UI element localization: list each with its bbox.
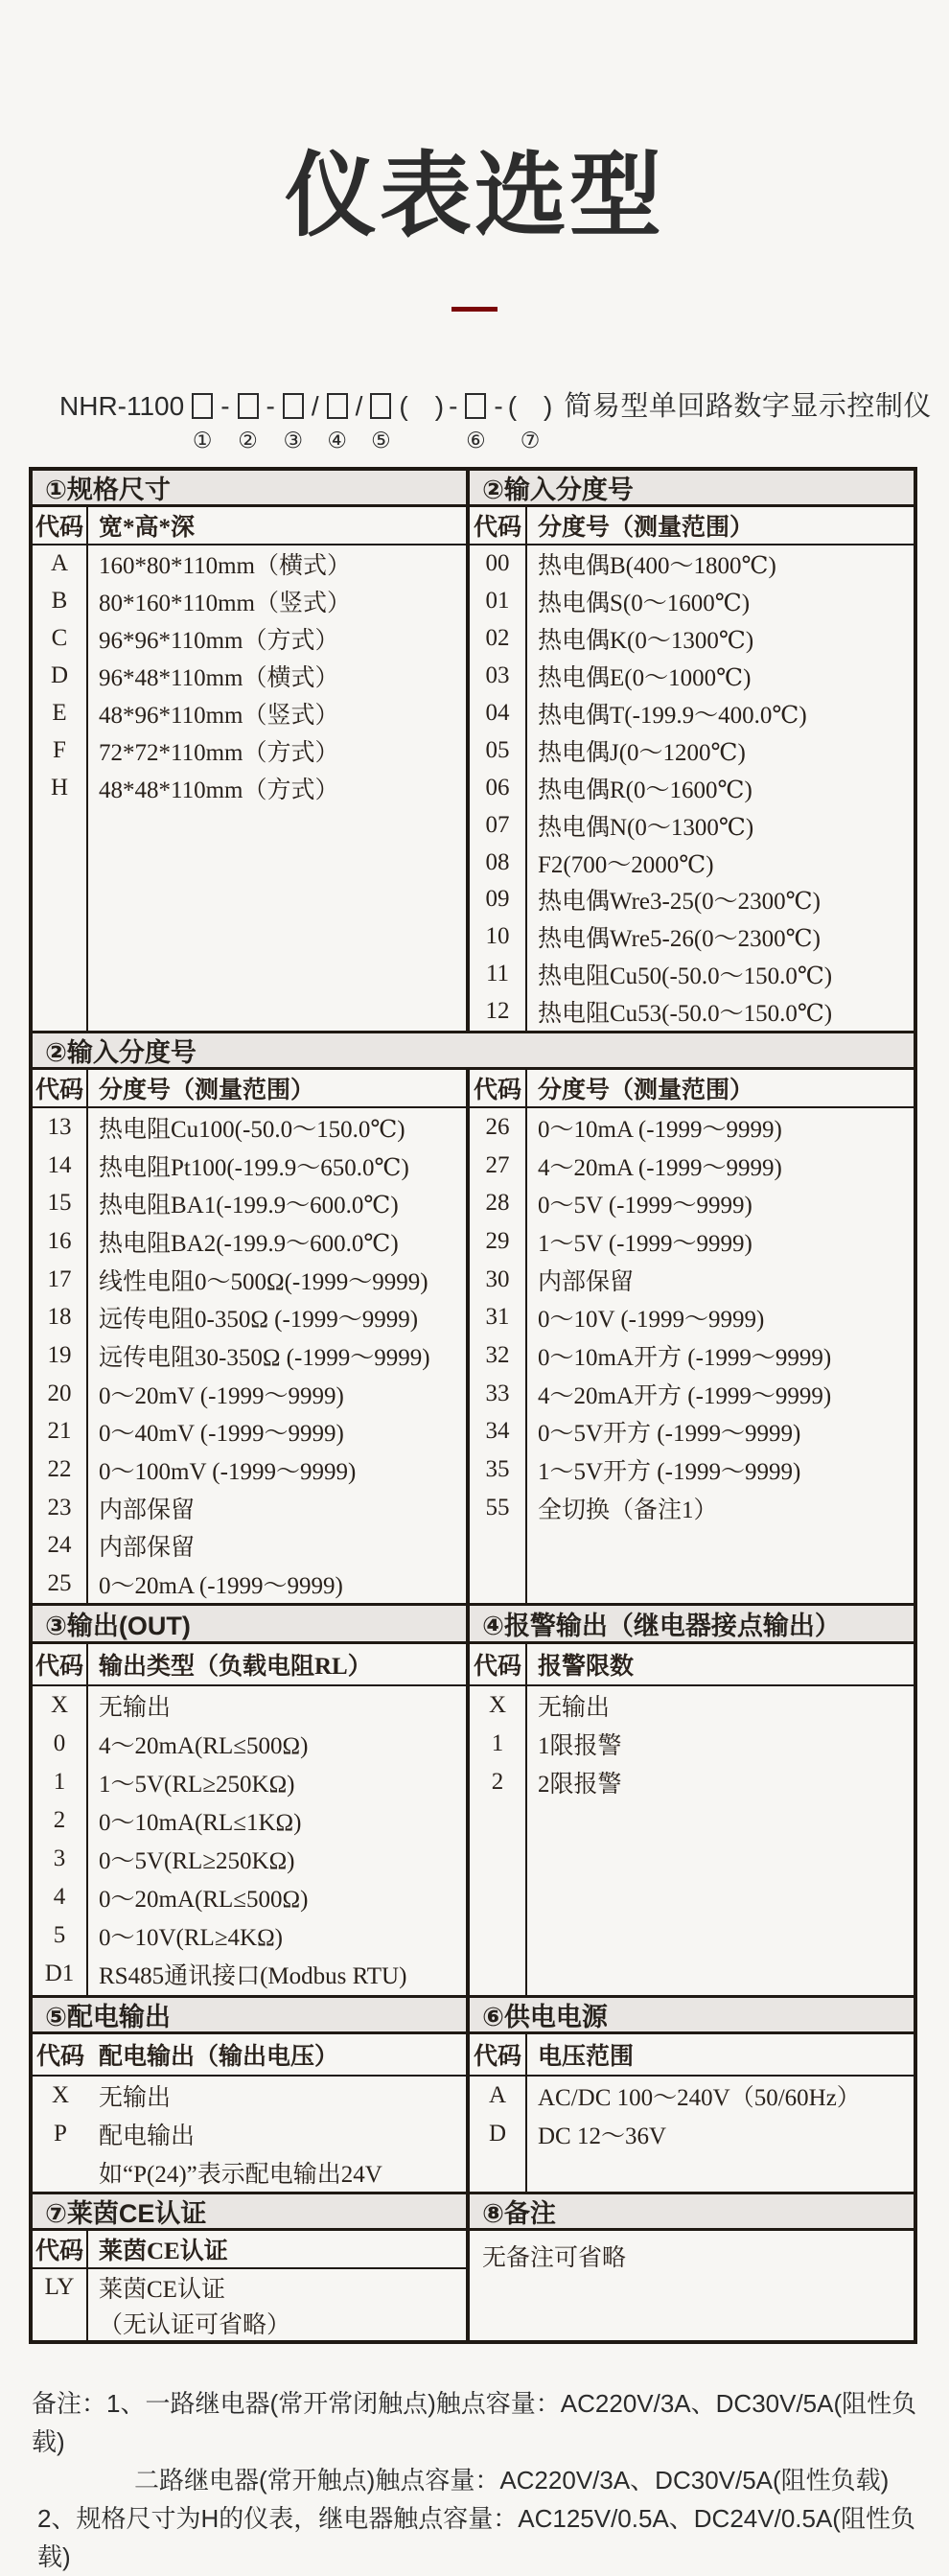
row-code	[33, 2153, 88, 2192]
row-desc: （无认证可省略）	[88, 2305, 466, 2340]
table-row	[470, 881, 914, 918]
table-row	[470, 1489, 914, 1527]
model-token-glyph: -	[266, 389, 275, 424]
row-desc: 80*160*110mm（竖式）	[88, 583, 466, 620]
model-token	[312, 389, 319, 453]
row-desc: 内部保留	[527, 1261, 914, 1299]
row-code: D	[33, 658, 88, 695]
table-row	[470, 806, 914, 844]
model-token	[235, 389, 262, 453]
row-code: 25	[33, 1565, 88, 1603]
alarm-half	[470, 1606, 914, 1995]
column-header-desc: 分度号（测量范围）	[527, 507, 914, 544]
model-token	[59, 389, 184, 453]
table-row	[33, 1565, 466, 1603]
row-code: A	[33, 545, 88, 583]
alarm-rows	[470, 1686, 914, 1995]
table-row	[470, 1413, 914, 1451]
row-code: 1	[470, 1725, 527, 1763]
model-token	[280, 389, 307, 453]
row-desc: 0～10mA (-1999～9999)	[527, 1108, 914, 1147]
table-row	[33, 1108, 466, 1147]
table-row	[470, 1686, 914, 1725]
row-desc: 远传电阻30-350Ω (-1999～9999)	[88, 1336, 466, 1375]
row-code: 12	[470, 993, 527, 1031]
row-desc: 内部保留	[88, 1527, 466, 1566]
row-desc: 4～20mA(RL≤500Ω)	[88, 1725, 466, 1763]
row-code: 35	[470, 1450, 527, 1489]
row-desc: 热电偶T(-199.9～400.0℃)	[527, 695, 914, 732]
row-code: 27	[470, 1147, 527, 1185]
section-band-spec: ①规格尺寸	[33, 471, 466, 507]
row-code: 32	[470, 1336, 527, 1375]
table-row	[33, 1489, 466, 1527]
model-token-glyph	[465, 393, 486, 419]
model-token	[462, 389, 489, 453]
row-desc: 热电阻BA2(-199.9～600.0℃)	[88, 1222, 466, 1261]
row-code: 11	[470, 956, 527, 993]
column-header-code: 代码	[470, 507, 527, 544]
model-token	[449, 389, 457, 453]
table-row	[33, 1763, 466, 1801]
output-half	[33, 1606, 470, 1995]
row-desc: 全切换（备注1）	[527, 1489, 914, 1527]
row-desc: 0～5V (-1999～9999)	[527, 1184, 914, 1222]
row-desc: 热电阻Pt100(-199.9～650.0℃)	[88, 1147, 466, 1185]
table-row	[470, 620, 914, 658]
row-desc: 线性电阻0～500Ω(-1999～9999)	[88, 1261, 466, 1299]
circle-number: ⑦	[521, 427, 541, 453]
row-code: 17	[33, 1261, 88, 1299]
table-row	[470, 769, 914, 806]
circle-number: ③	[284, 427, 304, 453]
table-row	[470, 1108, 914, 1147]
table-row	[33, 1916, 466, 1955]
row-code: 08	[470, 844, 527, 881]
circle-number: ②	[238, 427, 258, 453]
column-header-row	[33, 1644, 466, 1686]
row-code: 28	[470, 1184, 527, 1222]
table-row	[470, 1725, 914, 1763]
table-row	[470, 658, 914, 695]
model-token	[356, 389, 363, 453]
empty-filler	[470, 1801, 914, 1995]
column-header-row	[33, 2231, 466, 2269]
row-code: 31	[470, 1298, 527, 1336]
input1-rows	[470, 545, 914, 1031]
section-band-note: ⑧备注	[470, 2194, 914, 2231]
row-code	[33, 2305, 88, 2340]
section-band-input1: ②输入分度号	[470, 471, 914, 507]
ce-rows	[33, 2269, 466, 2340]
row-code: 10	[470, 918, 527, 956]
row-desc: 无输出	[88, 1686, 466, 1725]
model-token-glyph: ( )	[399, 389, 444, 424]
row-desc: 热电偶Wre5-26(0～2300℃)	[527, 918, 914, 956]
table-row	[470, 2115, 914, 2153]
column-header-code: 代码	[470, 1644, 527, 1684]
row-desc: 热电偶E(0～1000℃)	[527, 658, 914, 695]
empty-filler	[470, 1527, 914, 1603]
row-code: 18	[33, 1298, 88, 1336]
table-row	[33, 1375, 466, 1413]
section-band-input2: ②输入分度号	[33, 1033, 914, 1070]
row-desc: 莱茵CE认证	[88, 2269, 466, 2305]
row-desc: 热电阻Cu50(-50.0～150.0℃)	[527, 956, 914, 993]
row-desc: 4～20mA开方 (-1999～9999)	[527, 1375, 914, 1413]
footer-note-line: 二路继电器(常开触点)触点容量：AC220V/3A、DC30V/5A(阻性负载)	[32, 2461, 942, 2499]
table-row	[33, 731, 466, 769]
table-row	[33, 1261, 466, 1299]
footer-notes	[32, 2384, 942, 2576]
section-band-supply: ⑥供电电源	[470, 1998, 914, 2034]
column-header-desc: 宽*高*深	[88, 507, 466, 544]
empty-filler	[33, 1993, 466, 1995]
table-row	[33, 1527, 466, 1566]
model-token	[557, 389, 932, 453]
table-row	[33, 583, 466, 620]
column-header-row	[470, 2034, 914, 2077]
row-desc: 0～10V(RL≥4KΩ)	[88, 1916, 466, 1955]
row-code: 06	[470, 769, 527, 806]
row-code: E	[33, 695, 88, 732]
row-desc: 0～20mA (-1999～9999)	[88, 1565, 466, 1603]
model-token	[324, 389, 351, 453]
row-code: C	[33, 620, 88, 658]
column-header-code: 代码	[33, 2034, 88, 2075]
section-band-power-out: ⑤配电输出	[33, 1998, 466, 2034]
row-code: 29	[470, 1222, 527, 1261]
row-code: 13	[33, 1108, 88, 1147]
column-header-row	[33, 2034, 466, 2077]
row-code: A	[470, 2077, 527, 2115]
section-band-alarm: ④报警输出（继电器接点输出）	[470, 1606, 914, 1644]
table-row	[33, 2077, 466, 2115]
note-half	[470, 2194, 914, 2340]
table-row	[470, 2077, 914, 2115]
row-desc: 0～10mA(RL≤1KΩ)	[88, 1801, 466, 1840]
row-code: 01	[470, 583, 527, 620]
row-desc: 如“P(24)”表示配电输出24V	[88, 2153, 466, 2192]
column-header-row	[470, 1070, 914, 1108]
model-token-glyph: -	[494, 389, 502, 424]
section-band-ce: ⑦莱茵CE认证	[33, 2194, 466, 2231]
supply-rows	[470, 2077, 914, 2192]
row-desc: 热电偶N(0～1300℃)	[527, 806, 914, 844]
row-desc: 热电偶K(0～1300℃)	[527, 620, 914, 658]
table-row	[33, 1955, 466, 1993]
spec-half	[33, 471, 470, 1031]
row-code: 14	[33, 1147, 88, 1185]
table-row	[470, 1222, 914, 1261]
row-code: 5	[33, 1916, 88, 1955]
row-desc: 0～20mV (-1999～9999)	[88, 1375, 466, 1413]
row-code: 2	[33, 1801, 88, 1840]
input2-right-rows	[470, 1108, 914, 1603]
table-row	[470, 993, 914, 1031]
row-code: 30	[470, 1261, 527, 1299]
table-row	[470, 695, 914, 732]
row-code: 05	[470, 731, 527, 769]
ce-half	[33, 2194, 470, 2340]
table-row	[470, 1184, 914, 1222]
row-desc: 0～5V开方 (-1999～9999)	[527, 1413, 914, 1451]
row-code: 15	[33, 1184, 88, 1222]
model-token-glyph	[327, 393, 348, 419]
table-row	[33, 2305, 466, 2340]
model-token	[399, 389, 444, 453]
row-desc: 无输出	[88, 2077, 466, 2115]
column-header-desc: 分度号（测量范围）	[527, 1070, 914, 1106]
table-row	[470, 1450, 914, 1489]
table-row	[33, 1878, 466, 1916]
table-row	[470, 1763, 914, 1801]
row-code: D1	[33, 1955, 88, 1993]
row-code: 55	[470, 1489, 527, 1527]
row-desc: 1～5V开方 (-1999～9999)	[527, 1450, 914, 1489]
column-header-desc: 分度号（测量范围）	[88, 1070, 466, 1106]
page-title: 仪表选型	[0, 146, 949, 247]
row-code: 3	[33, 1840, 88, 1878]
row-desc: 热电偶B(400～1800℃)	[527, 545, 914, 583]
row-desc: 0～20mA(RL≤500Ω)	[88, 1878, 466, 1916]
row-desc: 48*96*110mm（竖式）	[88, 695, 466, 732]
row-code: 26	[470, 1108, 527, 1147]
column-header-desc: 配电输出（输出电压）	[88, 2034, 466, 2075]
table-row	[470, 844, 914, 881]
circle-number: ⑥	[466, 427, 486, 453]
table-row	[470, 731, 914, 769]
column-header-code: 代码	[33, 1070, 88, 1106]
row-code: LY	[33, 2269, 88, 2305]
row-code: 02	[470, 620, 527, 658]
table-row	[33, 769, 466, 806]
row-code: H	[33, 769, 88, 806]
row-desc: 48*48*110mm（方式）	[88, 769, 466, 806]
column-header-code: 代码	[33, 2231, 88, 2267]
column-header-code: 代码	[33, 1644, 88, 1684]
model-code-line	[59, 389, 922, 453]
input1-half	[470, 471, 914, 1031]
row-desc: 热电阻Cu100(-50.0～150.0℃)	[88, 1108, 466, 1147]
row-code: 4	[33, 1878, 88, 1916]
column-header-row	[470, 507, 914, 545]
column-header-desc: 报警限数	[527, 1644, 914, 1684]
table-row	[470, 1336, 914, 1375]
column-header-code: 代码	[470, 1070, 527, 1106]
table-row	[33, 2115, 466, 2153]
table-row	[33, 1801, 466, 1840]
supply-half	[470, 1998, 914, 2192]
table-row	[470, 583, 914, 620]
row-code: P	[33, 2115, 88, 2153]
row-code: 34	[470, 1413, 527, 1451]
model-token-glyph: /	[356, 389, 363, 424]
row-code: 20	[33, 1375, 88, 1413]
model-token	[508, 389, 553, 453]
column-header-row	[33, 507, 466, 545]
model-token	[494, 389, 502, 453]
row-code: 04	[470, 695, 527, 732]
row-desc: 配电输出	[88, 2115, 466, 2153]
table-row	[470, 918, 914, 956]
row-desc: 1限报警	[527, 1725, 914, 1763]
model-token-glyph	[238, 393, 259, 419]
column-header-desc: 电压范围	[527, 2034, 914, 2075]
section-band-output: ③输出(OUT)	[33, 1606, 466, 1644]
column-header-code: 代码	[33, 507, 88, 544]
row-desc: 96*96*110mm（方式）	[88, 620, 466, 658]
column-header-row	[33, 1070, 466, 1108]
table-row	[33, 1725, 466, 1763]
section-powerout-and-supply	[33, 1995, 914, 2192]
row-code: 2	[470, 1763, 527, 1801]
row-desc: RS485通讯接口(Modbus RTU)	[88, 1955, 466, 1993]
table-row	[33, 545, 466, 583]
power-out-half	[33, 1998, 470, 2192]
row-code: 1	[33, 1763, 88, 1801]
row-code: 09	[470, 881, 527, 918]
input2-right-half	[470, 1070, 914, 1603]
row-code: B	[33, 583, 88, 620]
model-token-glyph	[370, 393, 391, 419]
row-desc: 96*48*110mm（横式）	[88, 658, 466, 695]
input2-left-half	[33, 1070, 470, 1603]
row-desc: 热电阻BA1(-199.9～600.0℃)	[88, 1184, 466, 1222]
row-desc: 远传电阻0-350Ω (-1999～9999)	[88, 1298, 466, 1336]
table-row	[33, 695, 466, 732]
model-token-glyph	[283, 393, 304, 419]
model-token-glyph	[192, 393, 213, 419]
table-row	[33, 1686, 466, 1725]
row-desc: DC 12～36V	[527, 2115, 914, 2153]
row-code: 24	[33, 1527, 88, 1566]
column-header-desc: 输出类型（负载电阻RL）	[88, 1644, 466, 1684]
row-code: 23	[33, 1489, 88, 1527]
table-row	[33, 1298, 466, 1336]
table-row	[33, 1450, 466, 1489]
table-row	[33, 1147, 466, 1185]
circle-number: ①	[193, 427, 213, 453]
row-code: 21	[33, 1413, 88, 1451]
row-desc: 0～10mA开方 (-1999～9999)	[527, 1336, 914, 1375]
row-desc: 热电偶S(0～1600℃)	[527, 583, 914, 620]
circle-number: ⑤	[371, 427, 391, 453]
model-token	[220, 389, 229, 453]
table-row	[33, 1222, 466, 1261]
table-row	[470, 1375, 914, 1413]
row-desc: F2(700～2000℃)	[527, 844, 914, 881]
model-token-glyph: -	[449, 389, 457, 424]
spec-rows	[33, 545, 466, 1031]
input2-left-rows	[33, 1108, 466, 1603]
row-code: 00	[470, 545, 527, 583]
row-desc: 4～20mA (-1999～9999)	[527, 1147, 914, 1185]
row-code: 22	[33, 1450, 88, 1489]
row-desc: 内部保留	[88, 1489, 466, 1527]
row-desc: 0～100mV (-1999～9999)	[88, 1450, 466, 1489]
row-desc: 热电偶R(0～1600℃)	[527, 769, 914, 806]
row-code: 33	[470, 1375, 527, 1413]
column-header-code: 代码	[470, 2034, 527, 2075]
model-token	[189, 389, 216, 453]
model-token-glyph: /	[312, 389, 319, 424]
table-row	[33, 1184, 466, 1222]
section-spec-and-input	[33, 471, 914, 1031]
footer-note-line: 2、规格尺寸为H的仪表，继电器触点容量：AC125V/0.5A、DC24V/0.5A(阻性负载)	[32, 2499, 942, 2576]
row-code: F	[33, 731, 88, 769]
column-header-row	[470, 1644, 914, 1686]
model-token-glyph: 简易型单回路数字显示控制仪	[564, 389, 932, 424]
row-desc: 热电阻Cu53(-50.0～150.0℃)	[527, 993, 914, 1031]
row-code: 03	[470, 658, 527, 695]
table-row	[33, 658, 466, 695]
row-desc: 0～40mV (-1999～9999)	[88, 1413, 466, 1451]
section-ce-and-note	[33, 2192, 914, 2340]
row-desc: 1～5V(RL≥250KΩ)	[88, 1763, 466, 1801]
model-token-glyph: ( )	[508, 389, 553, 424]
accent-dash	[451, 307, 498, 312]
model-token	[266, 389, 275, 453]
table-row	[33, 2153, 466, 2192]
row-desc: 无输出	[527, 1686, 914, 1725]
table-row	[470, 1147, 914, 1185]
row-desc: AC/DC 100～240V（50/60Hz）	[527, 2077, 914, 2115]
row-desc: 2限报警	[527, 1763, 914, 1801]
row-desc: 0～5V(RL≥250KΩ)	[88, 1840, 466, 1878]
row-desc: 热电偶Wre3-25(0～2300℃)	[527, 881, 914, 918]
row-code: 07	[470, 806, 527, 844]
footer-note-line: 备注：1、一路继电器(常开常闭触点)触点容量：AC220V/3A、DC30V/5A(阻性负载)	[32, 2384, 942, 2461]
section-input2	[33, 1031, 914, 1603]
circle-number: ④	[327, 427, 347, 453]
table-row	[33, 1336, 466, 1375]
row-desc: 热电偶J(0～1200℃)	[527, 731, 914, 769]
row-code: 16	[33, 1222, 88, 1261]
section-output-and-alarm	[33, 1603, 914, 1995]
row-code: 0	[33, 1725, 88, 1763]
output-rows	[33, 1686, 466, 1995]
model-token-glyph: -	[220, 389, 229, 424]
power-out-rows	[33, 2077, 466, 2192]
row-code: 19	[33, 1336, 88, 1375]
model-token	[367, 389, 394, 453]
table-row	[33, 1413, 466, 1451]
row-desc: 0～10V (-1999～9999)	[527, 1298, 914, 1336]
model-token-glyph: NHR-1100	[59, 389, 184, 424]
selection-table	[29, 467, 917, 2344]
table-row	[470, 1298, 914, 1336]
table-row	[470, 1261, 914, 1299]
row-code: X	[470, 1686, 527, 1725]
empty-filler	[33, 806, 466, 1031]
note-content: 无备注可省略	[470, 2231, 914, 2273]
row-desc: 1～5V (-1999～9999)	[527, 1222, 914, 1261]
row-desc: 72*72*110mm（方式）	[88, 731, 466, 769]
row-desc: 160*80*110mm（横式）	[88, 545, 466, 583]
row-code: X	[33, 1686, 88, 1725]
table-row	[33, 1840, 466, 1878]
table-row	[33, 620, 466, 658]
empty-filler	[470, 2153, 914, 2192]
table-row	[470, 956, 914, 993]
row-code: D	[470, 2115, 527, 2153]
table-row	[470, 545, 914, 583]
row-code: X	[33, 2077, 88, 2115]
table-row	[33, 2269, 466, 2305]
column-header-desc: 莱茵CE认证	[88, 2231, 466, 2267]
